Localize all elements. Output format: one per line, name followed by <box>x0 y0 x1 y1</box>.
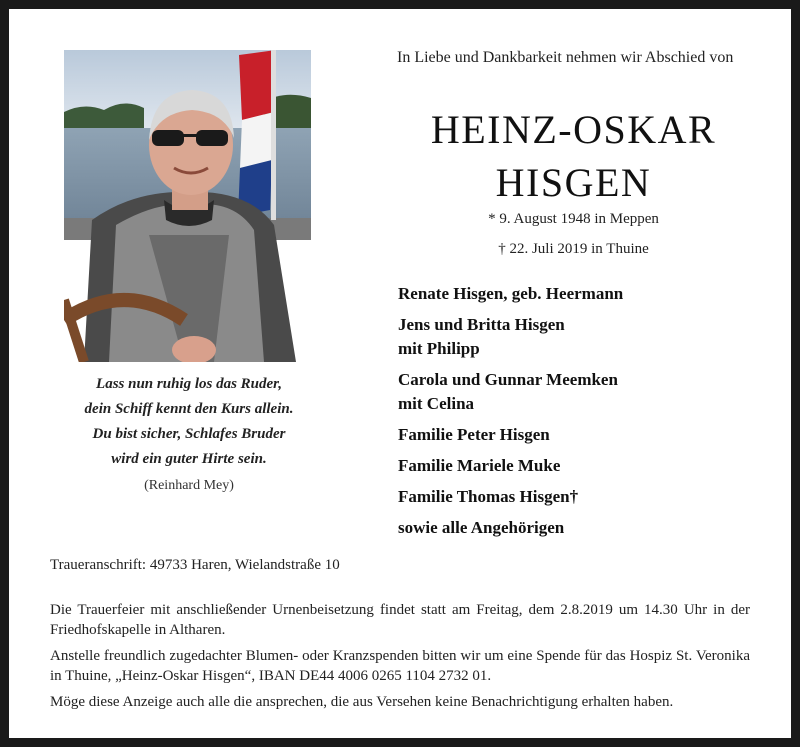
intro-text: In Liebe und Dankbarkeit nehmen wir Abschied von <box>397 49 734 66</box>
mourner-line: Familie Thomas Hisgen† <box>398 487 579 506</box>
deceased-last-name: HISGEN <box>495 160 652 205</box>
mourner-entry <box>398 454 758 478</box>
mourner-entry <box>398 485 758 509</box>
poem-block <box>39 372 339 494</box>
poem-line: dein Schiff kennt den Kurs allein. <box>84 401 294 417</box>
funeral-info: Die Trauerfeier mit anschließender Urnenbeisetzung findet statt am Freitag, dem 2.8.2019 um 14.30 Uhr in der Friedhofskapelle in Altharen. <box>50 602 750 638</box>
mourners-list <box>398 282 758 547</box>
mourner-line: Carola und Gunnar Meemken <box>398 370 618 389</box>
poem-author: (Reinhard Mey) <box>144 478 234 493</box>
mourner-entry <box>398 313 758 361</box>
mourner-line: Jens und Britta Hisgen <box>398 315 565 334</box>
mourning-address: Traueranschrift: 49733 Haren, Wielandstraße 10 <box>50 557 340 573</box>
mourner-line: mit Celina <box>398 394 475 413</box>
mourner-entry <box>398 516 758 540</box>
portrait-photo <box>64 50 311 362</box>
poem-line: Lass nun ruhig los das Ruder, <box>96 376 282 392</box>
mourner-line: Familie Mariele Muke <box>398 456 561 475</box>
donation-info: Anstelle freundlich zugedachter Blumen- oder Kranzspenden bitten wir um eine Spende für das Hospiz St. Veronika in Thuine, „Heinz-Oskar Hisgen“, IBAN DE44 4006 0265 1104 2732 01. <box>50 648 750 684</box>
poem-line: Du bist sicher, Schlafes Bruder <box>92 426 286 442</box>
mourner-entry <box>398 282 758 306</box>
mourner-line: sowie alle Angehörigen <box>398 518 565 537</box>
obituary-card <box>9 9 791 738</box>
mourner-line: Renate Hisgen, geb. Heermann <box>398 284 624 303</box>
mourner-line: Familie Peter Hisgen <box>398 425 550 444</box>
mourner-line: mit Philipp <box>398 339 480 358</box>
death-date: † 22. Juli 2019 in Thuine <box>498 241 649 257</box>
mourner-entry <box>398 368 758 416</box>
deceased-first-name: HEINZ-OSKAR <box>430 107 717 152</box>
mourner-entry <box>398 423 758 447</box>
poem-line: wird ein guter Hirte sein. <box>111 451 267 467</box>
birth-date: * 9. August 1948 in Meppen <box>488 211 659 227</box>
closing-note: Möge diese Anzeige auch alle die ansprechen, die aus Versehen keine Benachrichtigung erhalten haben. <box>50 694 674 710</box>
